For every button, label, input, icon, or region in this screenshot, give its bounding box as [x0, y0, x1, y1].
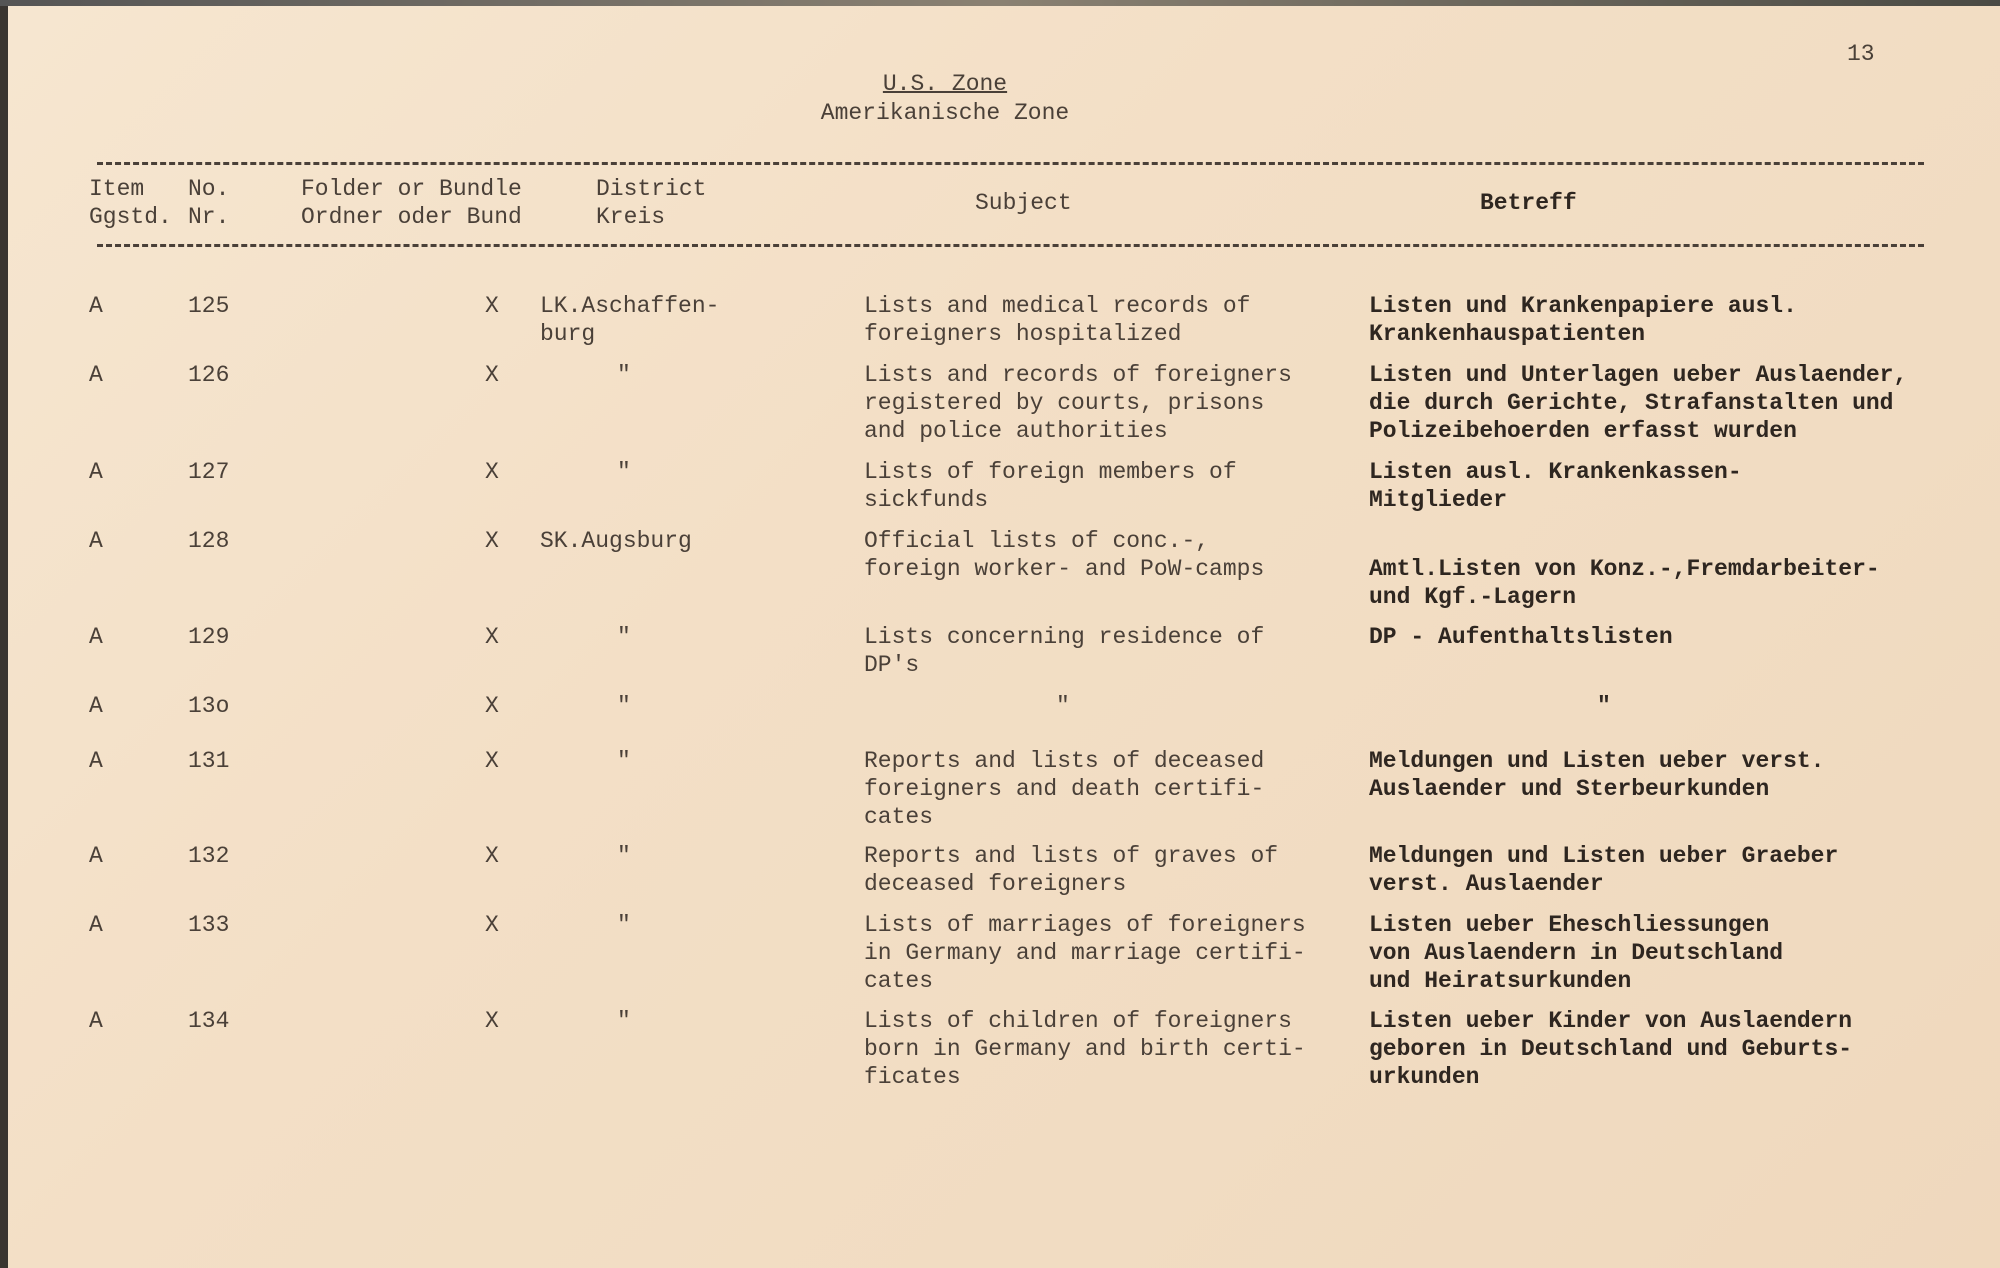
- row-number: 129: [188, 624, 230, 650]
- page-title: U.S. Zone: [882, 71, 1008, 97]
- row-item: A: [89, 912, 103, 938]
- row-item: A: [89, 843, 103, 869]
- row-betreff: Listen und Krankenpapiere ausl. Krankenhauspatienten: [1369, 293, 1797, 347]
- row-subject: Lists and records of foreigners registered by courts, prisons and police authorities: [864, 362, 1292, 444]
- row-betreff: Listen und Unterlagen ueber Auslaender, die durch Gerichte, Strafanstalten und Polizeibehoerden erfasst wurden: [1369, 362, 1908, 444]
- row-number: 134: [188, 1008, 230, 1034]
- row-folder-mark: X: [485, 748, 499, 774]
- row-folder-mark: X: [485, 693, 499, 719]
- row-subject: Lists concerning residence of DP's: [864, 624, 1265, 678]
- header-rule-bottom: [97, 244, 1924, 247]
- row-district: SK.Augsburg: [540, 528, 692, 554]
- header-district: District: [596, 176, 707, 202]
- row-item: A: [89, 1008, 103, 1034]
- row-folder-mark: X: [485, 362, 499, 388]
- row-betreff: DP - Aufenthaltslisten: [1369, 624, 1673, 650]
- header-no: No.: [188, 176, 230, 202]
- row-betreff: Meldungen und Listen ueber Graeber verst. Auslaender: [1369, 843, 1839, 897]
- row-number: 133: [188, 912, 230, 938]
- header-district-de: Kreis: [596, 204, 666, 230]
- document-page: [8, 6, 2000, 1268]
- row-betreff: Amtl.Listen von Konz.-,Fremdarbeiter- und Kgf.-Lagern: [1369, 556, 1880, 610]
- row-subject: Reports and lists of deceased foreigners and death certifi- cates: [864, 748, 1265, 830]
- header-folder: Folder or Bundle: [301, 176, 522, 202]
- row-district: ": [617, 1008, 631, 1034]
- row-number: 128: [188, 528, 230, 554]
- row-betreff: ": [1597, 693, 1611, 719]
- row-subject: Lists of marriages of foreigners in Germany and marriage certifi- cates: [864, 912, 1306, 994]
- page-number: 13: [1847, 41, 1875, 67]
- row-district: ": [617, 748, 631, 774]
- row-number: 126: [188, 362, 230, 388]
- row-district: ": [617, 459, 631, 485]
- row-number: 132: [188, 843, 230, 869]
- row-subject: Reports and lists of graves of deceased foreigners: [864, 843, 1279, 897]
- row-betreff: Listen ueber Kinder von Auslaendern geboren in Deutschland und Geburts- urkunden: [1369, 1008, 1853, 1090]
- header-rule-top: [97, 162, 1924, 165]
- row-district: ": [617, 362, 631, 388]
- page-subtitle: Amerikanische Zone: [820, 100, 1070, 126]
- row-folder-mark: X: [485, 293, 499, 319]
- row-number: 125: [188, 293, 230, 319]
- row-number: 13o: [188, 693, 230, 719]
- row-folder-mark: X: [485, 912, 499, 938]
- row-subject: Lists of children of foreigners born in Germany and birth certi- ficates: [864, 1008, 1306, 1090]
- row-folder-mark: X: [485, 624, 499, 650]
- row-district: ": [617, 693, 631, 719]
- row-folder-mark: X: [485, 528, 499, 554]
- row-district: ": [617, 843, 631, 869]
- row-subject: ": [1056, 693, 1070, 719]
- header-betreff: Betreff: [1480, 190, 1577, 216]
- header-item-de: Ggstd.: [89, 204, 172, 230]
- header-no-de: Nr.: [188, 204, 230, 230]
- row-folder-mark: X: [485, 1008, 499, 1034]
- row-item: A: [89, 693, 103, 719]
- row-betreff: Listen ausl. Krankenkassen- Mitglieder: [1369, 459, 1742, 513]
- header-subject: Subject: [975, 190, 1072, 216]
- row-item: A: [89, 748, 103, 774]
- row-item: A: [89, 624, 103, 650]
- row-subject: Lists and medical records of foreigners hospitalized: [864, 293, 1251, 347]
- row-item: A: [89, 528, 103, 554]
- row-district: LK.Aschaffen- burg: [540, 293, 720, 347]
- row-item: A: [89, 459, 103, 485]
- row-number: 131: [188, 748, 230, 774]
- row-district: ": [617, 912, 631, 938]
- row-item: A: [89, 362, 103, 388]
- row-folder-mark: X: [485, 459, 499, 485]
- row-subject: Lists of foreign members of sickfunds: [864, 459, 1237, 513]
- row-number: 127: [188, 459, 230, 485]
- row-folder-mark: X: [485, 843, 499, 869]
- row-betreff: Listen ueber Eheschliessungen von Auslaendern in Deutschland und Heiratsurkunden: [1369, 912, 1784, 994]
- row-betreff: Meldungen und Listen ueber verst. Auslaender und Sterbeurkunden: [1369, 748, 1825, 802]
- header-folder-de: Ordner oder Bund: [301, 204, 522, 230]
- row-subject: Official lists of conc.-, foreign worker- and PoW-camps: [864, 528, 1265, 582]
- row-district: ": [617, 624, 631, 650]
- row-item: A: [89, 293, 103, 319]
- header-item: Item: [89, 176, 145, 202]
